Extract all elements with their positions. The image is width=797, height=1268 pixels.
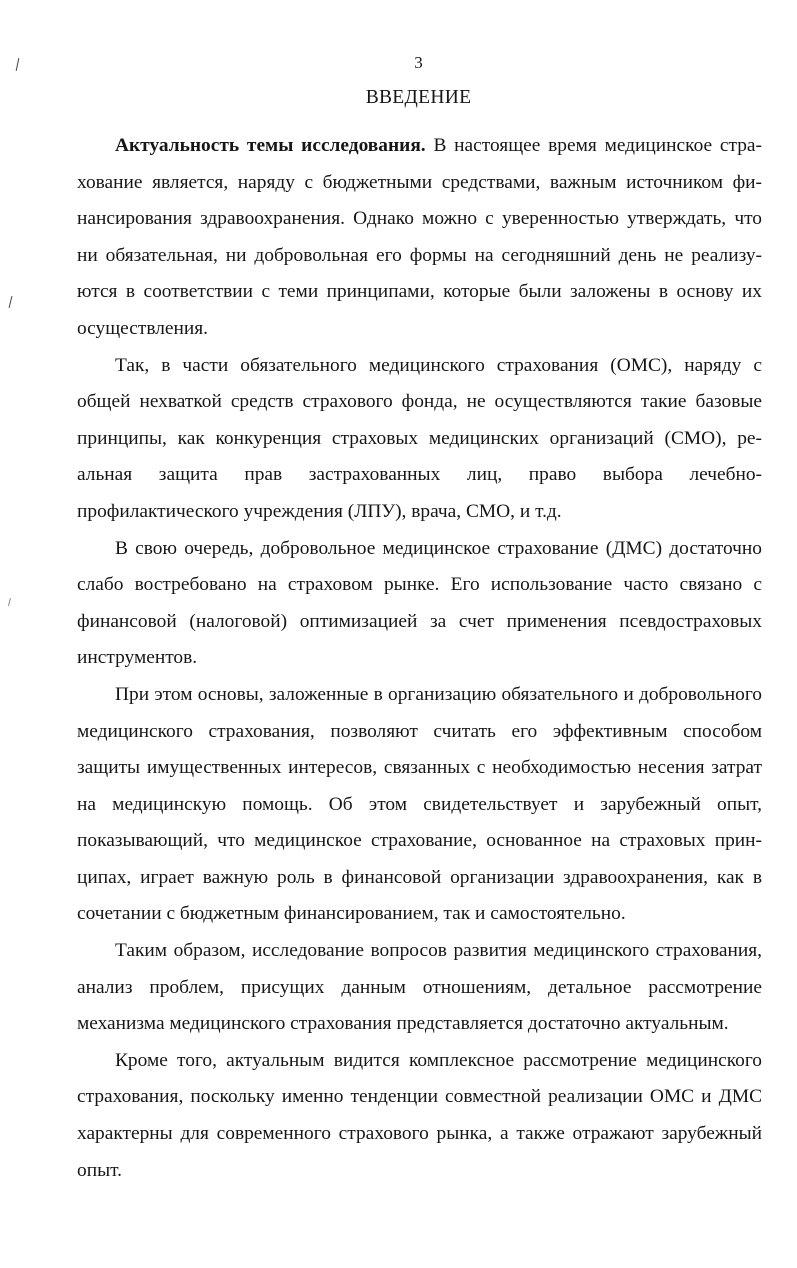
document-body bbox=[77, 128, 762, 1189]
paragraph-relevance bbox=[77, 128, 762, 348]
paragraph-complex-review: Кроме того, актуальным видится комплексное рассмотрение медицинского страхования, поскольку именно тенденции совместной реализации ОМС и ДМС характерны для современного страхового рынка, а также отражают зарубежный опыт. bbox=[77, 1049, 762, 1181]
paragraph-conclusion: Таким образом, исследование вопросов развития медицинского страхования, анализ проблем, присущих данным отношениям, детальное рассмотрение механизма медицинского страхования представляется достаточно актуальным. bbox=[77, 940, 762, 1035]
scan-artifact-mark bbox=[9, 296, 13, 308]
section-heading: ВВЕДЕНИЕ bbox=[365, 87, 472, 108]
paragraph-oms: Так, в части обязательного медицинского страхования (ОМС), наряду с общей нехваткой средств страхового фонда, не осуществляются такие базовые принципы, как конкуренция страховых медицинских организаций (СМО), реальная защита прав застрахованных лиц, право выбора лечебно-профилактического учреждения (ЛПУ), врача, СМО, и т.д. bbox=[77, 354, 762, 522]
paragraph-lead-bold: Актуальность темы исследования. bbox=[115, 135, 426, 156]
scan-artifact-mark bbox=[8, 598, 11, 606]
page-number: 3 bbox=[414, 53, 423, 72]
paragraph-text: В настоящее время медицинское страхование является, наряду с бюджетными средствами, важным источником финансирования здравоохранения. Однако можно с уверенностью утверждать, что ни обязательная, ни добровольная его формы на сегодняшний день не реализуются в соответствии с теми принципами, которые были заложены в основу их осуществления. bbox=[77, 135, 763, 339]
paragraph-dms: В свою очередь, добровольное медицинское страхование (ДМС) достаточно слабо востребовано на страховом рынке. Его использование часто связано с финансовой (налоговой) оптимизацией за счет применения псевдостраховых инструментов. bbox=[77, 537, 762, 669]
paragraph-foundations: При этом основы, заложенные в организацию обязательного и добровольного медицинского страхования, позволяют считать его эффективным способом защиты имущественных интересов, связанных с необходимостью несения затрат на медицинскую помощь. Об этом свидетельствует и зарубежный опыт, показывающий, что медицинское страхование, основанное на страховых принципах, играет важную роль в финансовой организации здравоохранения, как в сочетании с бюджетным финансированием, так и самостоятельно. bbox=[77, 683, 762, 925]
